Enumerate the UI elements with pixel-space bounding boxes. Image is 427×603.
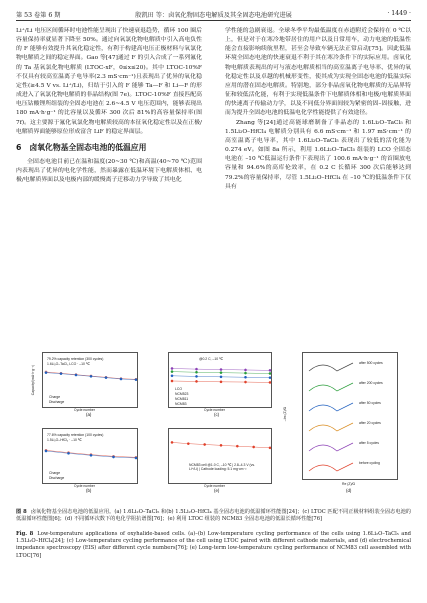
context-note: 1.5Li₂O–HfCl₄ · –10 ℃	[47, 438, 82, 442]
panel-label: (b)	[86, 488, 92, 493]
legend-5: after 5 cycles	[359, 441, 379, 445]
caption-label: 图 8	[16, 509, 27, 515]
figure-8	[28, 348, 402, 498]
legend-200: after 200 cycles	[359, 381, 383, 385]
chart-d	[303, 353, 398, 480]
legend-ncm811: NCM811	[175, 397, 189, 401]
x-axis-label: Cycle number	[74, 484, 95, 488]
legend-50: after 50 cycles	[359, 401, 381, 405]
context-note: 1.6Li₂O–TaCl₅ LCO · –10 ℃	[47, 362, 90, 366]
chart-e	[169, 429, 272, 484]
legend-500: after 500 cycles	[359, 361, 383, 365]
eis-curve	[309, 383, 353, 391]
eis-curve	[309, 403, 353, 411]
plot-area-a	[42, 352, 138, 408]
left-column	[16, 27, 202, 185]
legend-ncm523: NCM523	[175, 392, 189, 396]
section-title: 卤氧化物基全固态电池的低温应用	[29, 142, 147, 152]
legend-lco: LCO	[175, 387, 182, 391]
x-axis-label: Cycle number	[74, 408, 95, 412]
eis-curve	[309, 423, 353, 431]
section-number: 6	[16, 142, 22, 152]
legend-discharge: Discharge	[49, 400, 65, 404]
page-number: · 1449 ·	[387, 10, 411, 17]
plot-area-b	[42, 428, 138, 484]
legend-20: after 20 cycles	[359, 421, 381, 425]
y-axis-label: –Im (Z)/Ω	[283, 406, 288, 422]
panel-e	[154, 424, 280, 496]
panel-label: (e)	[214, 488, 220, 493]
legend-ncm83: NCM83	[175, 402, 187, 406]
retention-note: 77.6% capacity retention (100 cycles)	[47, 433, 104, 437]
running-title: 殷凯田 等：卤氧化物固态电解质及其全固态电池研究进展	[135, 12, 292, 19]
panel-a	[28, 348, 148, 420]
panel-c	[154, 348, 280, 420]
panel-d	[283, 348, 402, 496]
plot-area-c	[168, 352, 272, 408]
eis-curve	[309, 363, 353, 371]
right-column	[225, 27, 411, 192]
caption-text: Low-temperature applications of oxyhalide-based cells. (a)–(b) Low-temperature cycling performance of the cells using 1.6Li₂O–TaCl₅ and 1.5Li₂O–HfCl₄[24]; (c) Low-temperature cycling performance of the cell using LTOC paired with different cathode materials, and (d) electrochemical impedance spectroscopy (EIS) after different cycle numbers[76]; (e) Long-term low-temperature cycling performance of NCM83 cell assembled with LTOC[76]	[16, 531, 411, 559]
panel-b	[28, 424, 148, 496]
panel-label: (a)	[86, 412, 92, 417]
paragraph: 全固态电池目前已在温和温度(20~30 ℃)和高温(40~70 ℃)范围内表现出了优异的电化学性能，然而暴露在低温环境下电解质体相、电极/电解质界面以及电极内部的缓慢离子迁移动力学导致了其电化	[16, 158, 202, 184]
condition-note: @0.2 C, –10 ℃	[199, 357, 223, 361]
x-axis-label: Cycle number	[204, 408, 225, 412]
plot-area-e	[168, 428, 272, 484]
paragraph: Zhang 等[24]通过高能球磨制备了非晶态的 1.6Li₂O–TaCl₅ 和 1.5Li₂O–HfCl₄ 电解质分别具有 6.6 mS·cm⁻¹ 和 1.97 mS·cm⁻¹ 的高室温离子电导率，其中 1.6Li₂O–TaCl₅ 表现出了较低的活化能为 0.274 eV。如图 8a 所示，利用 1.6Li₂O–TaCl₅ 组装的 LCO 全固态电池在 –10 ℃低温运行条件下表现出了 100.6 mA·h·g⁻¹ 的首圈放电容量和 94.6%的高库伦效率，在 0.2 C 长循环 300 次后能够达到 79.2%的容量保持率，尽管 1.5Li₂O–HfCl₄ 在 –10 ℃的低温条件下仅具有	[225, 119, 411, 190]
caption-english	[16, 531, 411, 560]
plot-area-d	[302, 352, 398, 480]
retention-note: 79.2% capacity retention (300 cycles)	[47, 357, 104, 361]
paragraph: 学性能的急剧衰退。全球冬季平均最低温度在赤道附近会保持在 0 ℃以上，但是对于在寒冷地带居住的用户以及日常用车，动力电池的低温性能会直接影响续航里程，甚至会导致车辆无法正常启动[75]。因此低温环境全固态电池的快速衰退不利于其在寒冷条件下的实际应用。卤氧化物电解质表现出的可与液态电解质相当的高室温离子电导率、优异的氧化稳定性以及卓越的机械形变性，使其成为实现全固态电池的低温实际应用的潜在固态电解质。特别地，部分非晶卤氧化物电解质的无晶界特征和较低活化能，有利于实现低温条件下电解质体相和电极/电解质界面的快速离子传输动力学，以及不同低分界面间较为紧密的固–固接触，进而为提升全固态电池的低温电化学性能提供了有效途径。	[225, 28, 411, 117]
legend-charge: Charge	[49, 471, 61, 475]
legend-before: before cycling	[359, 461, 380, 465]
legend-discharge: Discharge	[49, 476, 65, 480]
caption-text: 卤氧化物基全固态电池的低温应用。(a) 1.6Li₂O–TaCl₅ 和(b) 1.5Li₂O–HfCl₄ 基全固态电池的低温循环性能图[24]；(c) LTOC 匹配不同正极材料组装全固态电池的低温循环性能图[6]；(d) 不同循环次数下的电化学阻抗谱图[76]；(e) 利用 LTOC 组装的 NCM83 全固态电池的低温长循环性能[76]	[16, 509, 411, 523]
x-axis-label: Cycle number	[204, 484, 225, 488]
section-heading	[16, 142, 202, 153]
journal-issue: 第 53 卷第 6 期	[16, 12, 61, 19]
eis-curve	[309, 463, 353, 471]
caption-label: Fig. 8	[16, 531, 34, 537]
legend-charge: Charge	[49, 395, 61, 399]
eis-curve	[309, 443, 353, 451]
cell-note: NCM83 cell @1.0 C, –10 ℃ | 2.8–4.3 V (vs. Li⁺/Li) | Cathode loading: 5.1 mg·cm⁻²	[189, 463, 255, 472]
caption-chinese	[16, 509, 411, 523]
x-axis-label: Re (Z)/Ω	[342, 482, 356, 486]
y-axis-label: Capacity/(mA·h·g⁻¹)	[31, 364, 36, 396]
header-rule	[16, 20, 411, 21]
panel-label: (c)	[214, 412, 220, 417]
paragraph: Li⁺/Li 电压区间循环时电池性能呈现出了快速衰退趋势，循环 100 圈后容量保持率就显著下降至 50%。通过向氧氯化物电解质中引入高电负性的 F 能够有效提升其氧化稳定性，有利于构建高电压正极材料与氧氯化物电解质之间的稳定界面。Gao 等[47]通过 F 的引入合成了一系列氟化的 Ta 基氧氯化物电解质 (LTOC-xF，0≤x≤20)。其中 LTOC-10%F 不仅具有较高室温离子电导率(2.3 mS·cm⁻¹)且表现出了优异的氧化稳定性(≥4.5 V vs. Li⁺/Li)，归结于引入的 F 能够 Ta—F 和 Li—F 的形成进入了氧氯化物电解质的非晶结构(图 7e)。LTOC-10%F 直接匹配高电压钴酸锂所组装的全固态电池在 2.6~4.5 V 电压范围内，能够表现出 180 mA·h·g⁻¹ 的比容量以及循环 300 次后 81%的高容量保持率(图 7f)。这主要源于氟化氧氯化物电解质较高的本征氧化稳定性以及在正极/电解质界面能够原位形成富含 LiF 的稳定界面层。	[16, 28, 202, 135]
panel-label: (d)	[346, 488, 352, 493]
